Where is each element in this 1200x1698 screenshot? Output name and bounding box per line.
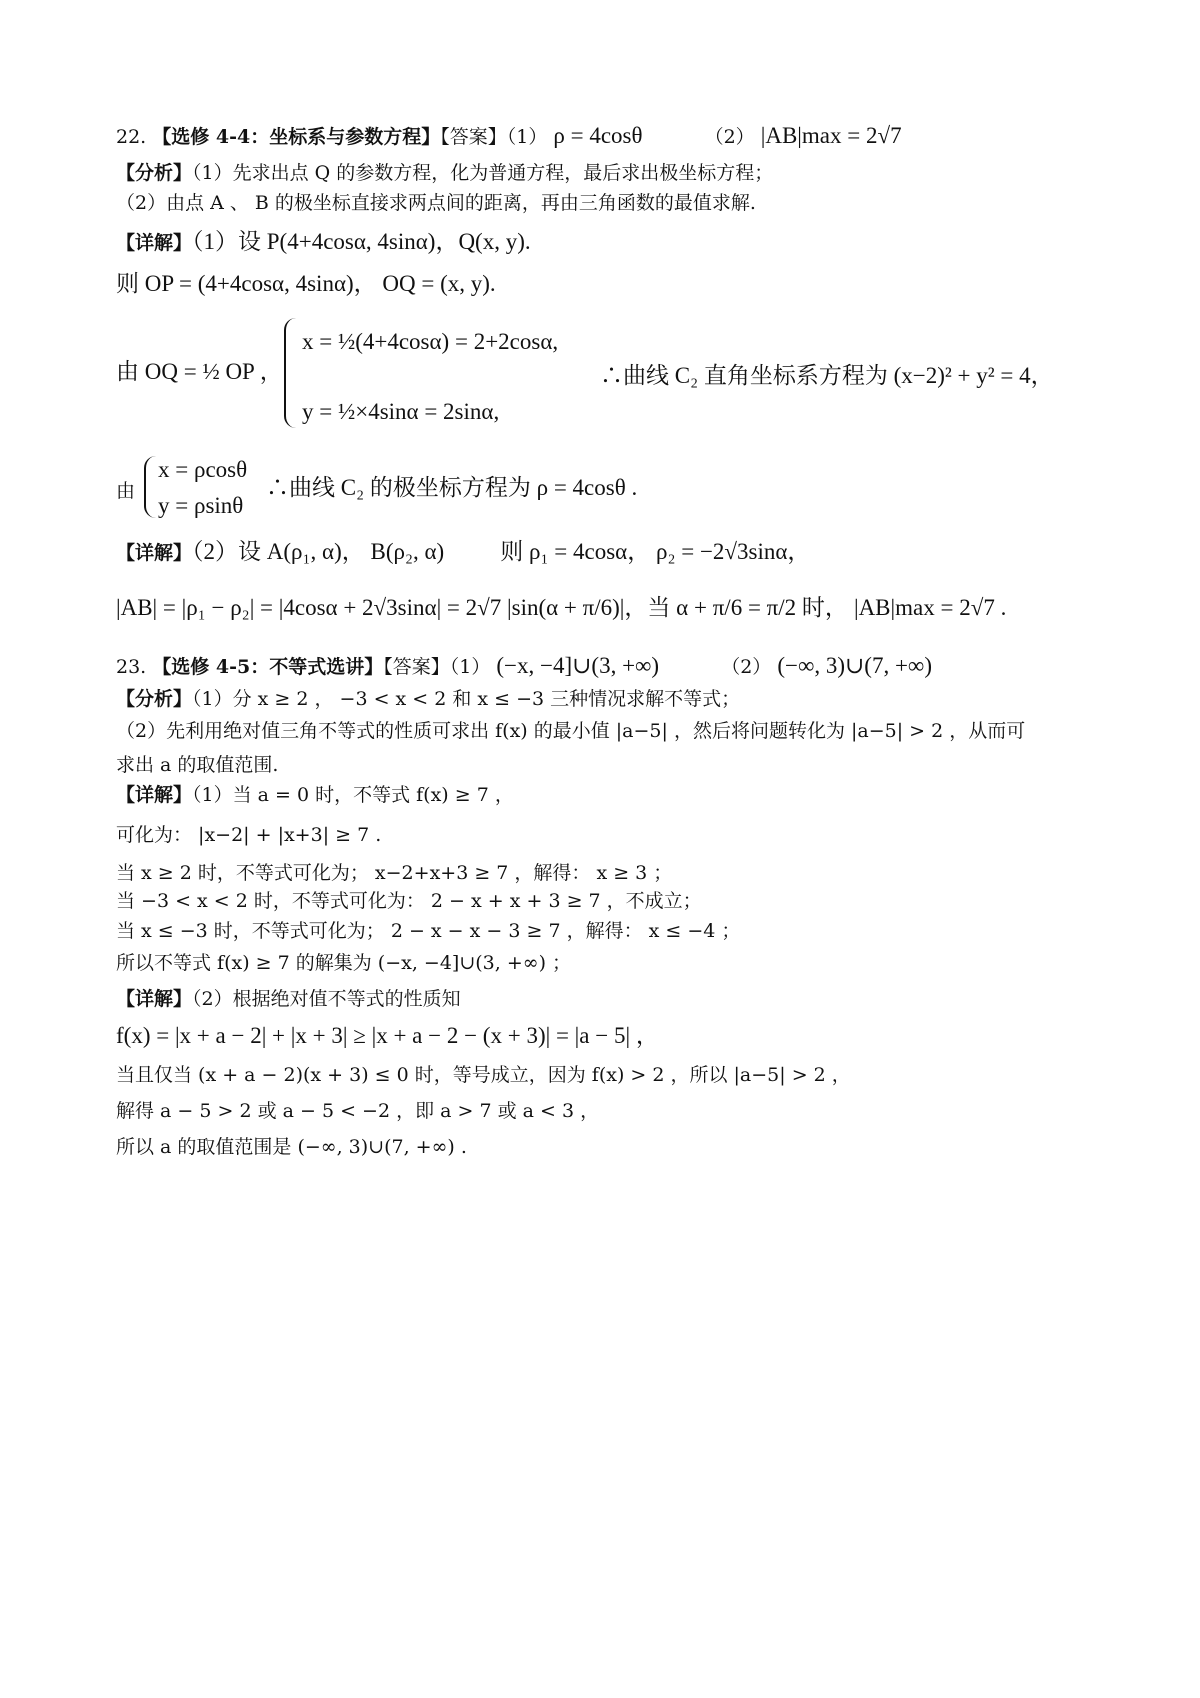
q23-detail1-line2: 可化为： |x−2| + |x+3| ≥ 7 . — [116, 824, 382, 846]
q22-polar-result — [266, 476, 637, 499]
q23-detail2-line5: 所以 a 的取值范围是 (−∞, 3)∪(7, +∞) . — [116, 1136, 467, 1158]
q23-detail1-line6: 所以不等式 f(x) ≥ 7 的解集为 (−x, −4]∪(3, +∞) ； — [116, 952, 572, 974]
q23-detail2-line3: 当且仅当 (x + a − 2)(x + 3) ≤ 0 时，等号成立，因为 f(x) > 2 ，所以 |a−5| > 2 ， — [116, 1064, 851, 1086]
q23-detail2-line2: f(x) = |x + a − 2| + |x + 3| ≥ |x + a − 2 − (x + 3)| = |a − 5| ， — [116, 1023, 659, 1048]
q22-system-eq2: y = ½×4sinα = 2sinα, — [302, 399, 500, 424]
q23-analysis-label: 【分析】 — [116, 688, 193, 710]
q22-detail2-intro — [116, 540, 810, 563]
q22-detail1-intro-text: （1）设 P(4+4cosα, 4sinα)，Q(x, y). — [192, 229, 531, 254]
q23-number: 23. — [116, 656, 147, 678]
q23-detail2-intro-text: （2）根据绝对值不等式的性质知 — [192, 988, 461, 1010]
q22-detail-label: 【详解】 — [116, 232, 193, 254]
q22-analysis1 — [116, 164, 773, 183]
q23-detail1-line3: 当 x ≥ 2 时，不等式可化为； x−2+x+3 ≥ 7 ，解得： x ≥ 3 ； — [116, 862, 673, 884]
q22-detail2-label: 【详解】 — [116, 542, 193, 564]
q23-detail1-intro — [116, 786, 514, 805]
q23-analysis1-text: （1）分 x ≥ 2 ， −3 < x < 2 和 x ≤ −3 三种情况求解不等式； — [192, 688, 741, 710]
q22-polar-result-text: ∴曲线 C₂ 的极坐标方程为 ρ = 4cosθ . — [266, 475, 638, 500]
q23-detail-label: 【详解】 — [116, 784, 193, 806]
q23-detail2-line4: 解得 a − 5 > 2 或 a − 5 < −2 ，即 a > 7 或 a < 3 ， — [116, 1100, 600, 1122]
q22-part2-label: （2） — [704, 126, 755, 148]
q22-header — [116, 124, 902, 147]
q22-distance-line — [116, 596, 1006, 619]
q23-answer-label: 【答案】 — [383, 656, 450, 678]
q23-detail2-intro — [116, 990, 461, 1009]
q23-part2-label: （2） — [721, 656, 772, 678]
q22-part1-label: （1） — [506, 126, 548, 148]
q23-analysis2: （2）先利用绝对值三角不等式的性质可求出 f(x) 的最小值 |a−5| ，然后将问题转化为 |a−5| > 2 ，从而可 — [116, 720, 1026, 742]
q23-answer1: (−x, −4]∪(3, +∞) — [496, 653, 660, 678]
q23-answer2: (−∞, 3)∪(7, +∞) — [777, 653, 932, 678]
q22-system-brace — [284, 318, 300, 428]
q23-header — [116, 654, 932, 677]
q23-tag: 【选修 4-5：不等式选讲】 — [152, 656, 384, 678]
q23-analysis1 — [116, 690, 740, 709]
q22-polar-eq1: x = ρcosθ — [158, 457, 248, 482]
q22-system-eq1: x = ½(4+4cosα) = 2+2cosα, — [302, 329, 559, 354]
q22-analysis-label: 【分析】 — [116, 162, 193, 184]
q23-analysis3: 求出 a 的取值范围. — [116, 754, 279, 776]
q23-part1-label: （1） — [449, 656, 491, 678]
q22-from-relation: 由 OQ = ½ OP ， — [116, 359, 283, 384]
q22-from2-label: 由 — [116, 480, 136, 502]
q22-cartesian-result-text: ∴曲线 C₂ 直角坐标系方程为 (x−2)² + y² = 4， — [600, 363, 1054, 388]
q22-tag: 【选修 4-4：坐标系与参数方程】 — [152, 126, 441, 148]
q22-vectors: 则 OP = (4+4cosα, 4sinα)， OQ = (x, y). — [116, 271, 496, 296]
q22-detail1-intro — [116, 230, 531, 253]
q22-distance-expr: |AB| = |ρ₁ − ρ₂| = |4cosα + 2√3sinα| = 2√7 |sin(α + π/6)| — [116, 595, 625, 620]
q22-number: 22. — [116, 126, 147, 148]
q23-detail2-label: 【详解】 — [116, 988, 193, 1010]
q22-polar-eq2: y = ρsinθ — [158, 493, 244, 518]
q22-answer1: ρ = 4cosθ — [553, 123, 643, 148]
q22-distance-when: ，当 α + π/6 = π/2 时， — [624, 595, 848, 620]
q22-answer-label: 【答案】 — [440, 126, 507, 148]
q23-detail1-intro-text: （1）当 a = 0 时，不等式 f(x) ≥ 7 ， — [192, 784, 514, 806]
q23-detail1-line4: 当 −3 < x < 2 时，不等式可化为： 2 − x + x + 3 ≥ 7 ，不成立； — [116, 890, 702, 912]
q23-detail1-line5: 当 x ≤ −3 时，不等式可化为； 2 − x − x − 3 ≥ 7 ，解得： x ≤ −4 ； — [116, 920, 741, 942]
q22-detail2-rho: 则 ρ₁ = 4cosα， ρ₂ = −2√3sinα， — [500, 539, 811, 564]
q22-analysis2: （2）由点 A 、 B 的极坐标直接求两点间的距离，再由三角函数的最值求解. — [116, 192, 756, 214]
q22-detail2-intro-text: （2）设 A(ρ₁, α)， B(ρ₂, α) — [192, 539, 445, 564]
q22-analysis1-text: （1）先求出点 Q 的参数方程，化为普通方程，最后求出极坐标方程； — [192, 162, 774, 184]
q22-cartesian-result — [600, 364, 1054, 387]
q22-distance-max: |AB|max = 2√7 . — [853, 595, 1007, 620]
q22-answer2: |AB|max = 2√7 — [760, 123, 902, 148]
